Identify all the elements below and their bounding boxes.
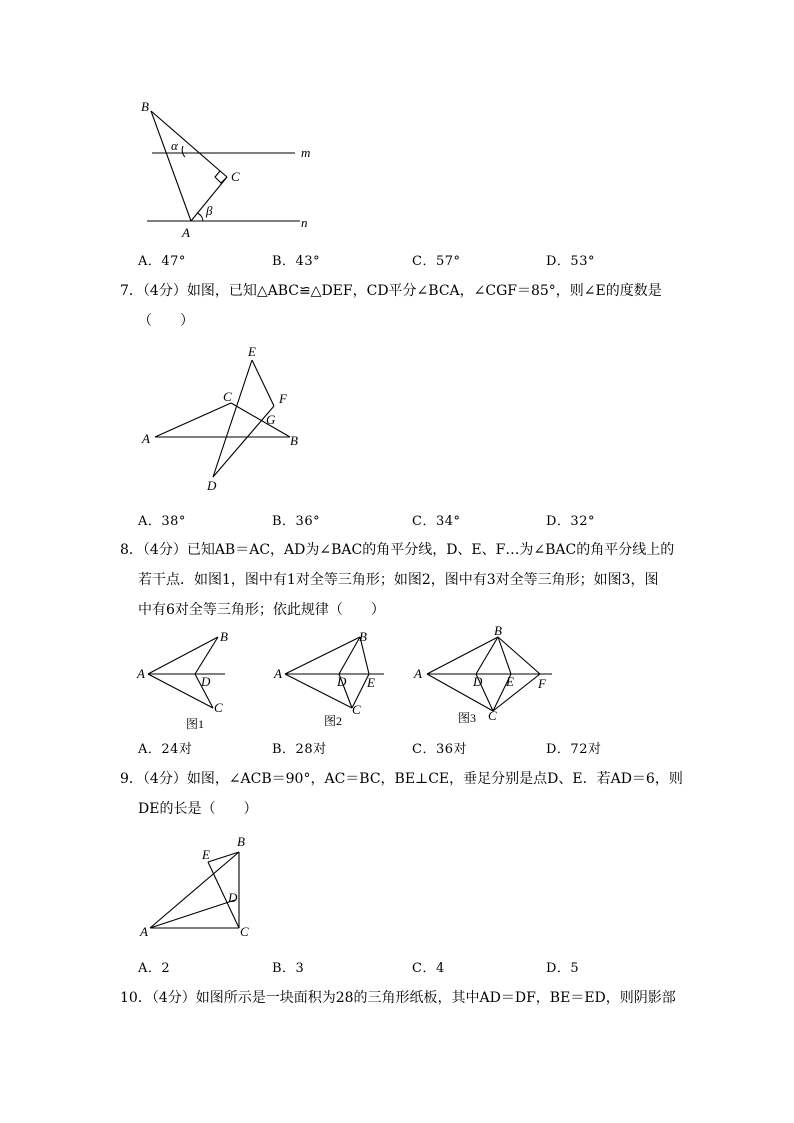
q7-figure <box>135 340 315 495</box>
q6-option-a[interactable]: A．47° <box>138 254 186 269</box>
q9-figure <box>135 830 265 945</box>
q8f1-label-a: A <box>137 666 145 681</box>
q9-stem-line2: DE的长是（ ） <box>138 801 258 817</box>
q9-option-a[interactable]: A．2 <box>138 961 171 976</box>
q8-option-d[interactable]: D．72对 <box>546 742 602 757</box>
q7-label-c: C <box>223 389 232 404</box>
q7-stem-line2: （ ） <box>138 313 194 329</box>
q8-figure-2 <box>272 628 392 738</box>
q9-label-c: C <box>240 924 249 939</box>
q8f2-label-d: D <box>337 674 347 689</box>
q7-label-g: G <box>266 412 276 427</box>
q8f2-label-b: B <box>359 629 367 644</box>
q7-label-e: E <box>248 344 256 359</box>
q6-label-alpha: α <box>171 138 178 153</box>
q8f3-label-c: C <box>488 708 497 723</box>
q8f3-label-a: A <box>414 666 422 681</box>
q8f1-label-b: B <box>220 629 228 644</box>
q8-stem-line3: 中有6对全等三角形；依此规律（ ） <box>138 602 385 618</box>
q7-option-b[interactable]: B．36° <box>272 514 321 529</box>
q8f2-label-c: C <box>352 702 361 717</box>
q9-option-c[interactable]: C．4 <box>412 961 445 976</box>
q9-option-b[interactable]: B．3 <box>272 961 305 976</box>
q8f2-label-e: E <box>367 675 375 690</box>
q7-option-a[interactable]: A．38° <box>138 514 186 529</box>
q8f3-caption: 图3 <box>458 711 477 725</box>
q6-label-beta: β <box>206 203 213 218</box>
q10-stem-line1: 10．（4分）如图所示是一块面积为28的三角形纸板，其中AD＝DF，BE＝ED，则阴影部 <box>120 990 676 1006</box>
q8-figure-1 <box>135 628 235 738</box>
q8f2-caption: 图2 <box>324 714 343 728</box>
q9-label-d: D <box>228 890 238 905</box>
q8f1-caption: 图1 <box>186 717 205 731</box>
q8-stem-line1: 8．（4分）已知AB＝AC，AD为∠BAC的角平分线，D、E、F…为∠BAC的角平分线上的 <box>120 542 675 558</box>
q7-label-a: A <box>142 431 150 446</box>
q7-stem-line1: 7．（4分）如图，已知△ABC≌△DEF，CD平分∠BCA，∠CGF＝85°，则∠E的度数是 <box>120 283 662 299</box>
q9-stem-line1: 9．（4分）如图，∠ACB＝90°，AC＝BC，BE⊥CE，垂足分别是点D、E．若AD＝6，则 <box>120 771 683 787</box>
q6-label-c: C <box>231 169 240 184</box>
q8f2-label-a: A <box>274 666 282 681</box>
q6-label-n: n <box>301 215 308 230</box>
q6-figure <box>135 95 335 240</box>
q8f3-label-d: D <box>473 674 483 689</box>
q8f3-label-b: B <box>494 623 502 638</box>
q8f3-label-e: E <box>506 674 514 689</box>
q6-label-a: A <box>182 225 190 240</box>
q9-option-d[interactable]: D．5 <box>546 961 580 976</box>
q8-stem-line2: 若干点．如图1，图中有1对全等三角形；如图2，图中有3对全等三角形；如图3，图 <box>138 572 659 588</box>
q6-option-c[interactable]: C．57° <box>412 254 461 269</box>
q7-label-d: D <box>207 478 217 493</box>
q7-option-d[interactable]: D．32° <box>546 514 595 529</box>
q8f1-label-d: D <box>201 674 211 689</box>
q7-option-c[interactable]: C．34° <box>412 514 461 529</box>
q9-label-a: A <box>140 924 148 939</box>
q6-label-m: m <box>301 145 311 160</box>
q7-label-b: B <box>290 433 298 448</box>
q8-option-a[interactable]: A．24对 <box>138 742 193 757</box>
q6-option-d[interactable]: D．53° <box>546 254 595 269</box>
q8f3-label-f: F <box>538 676 546 691</box>
q8-option-c[interactable]: C．36对 <box>412 742 467 757</box>
q9-label-b: B <box>237 834 245 849</box>
q8-option-b[interactable]: B．28对 <box>272 742 327 757</box>
q7-label-f: F <box>279 391 287 406</box>
q6-label-b: B <box>141 99 149 114</box>
q6-option-b[interactable]: B．43° <box>272 254 321 269</box>
q9-label-e: E <box>202 847 210 862</box>
q8-figure-3 <box>410 622 560 732</box>
q8f1-label-c: C <box>214 700 223 715</box>
